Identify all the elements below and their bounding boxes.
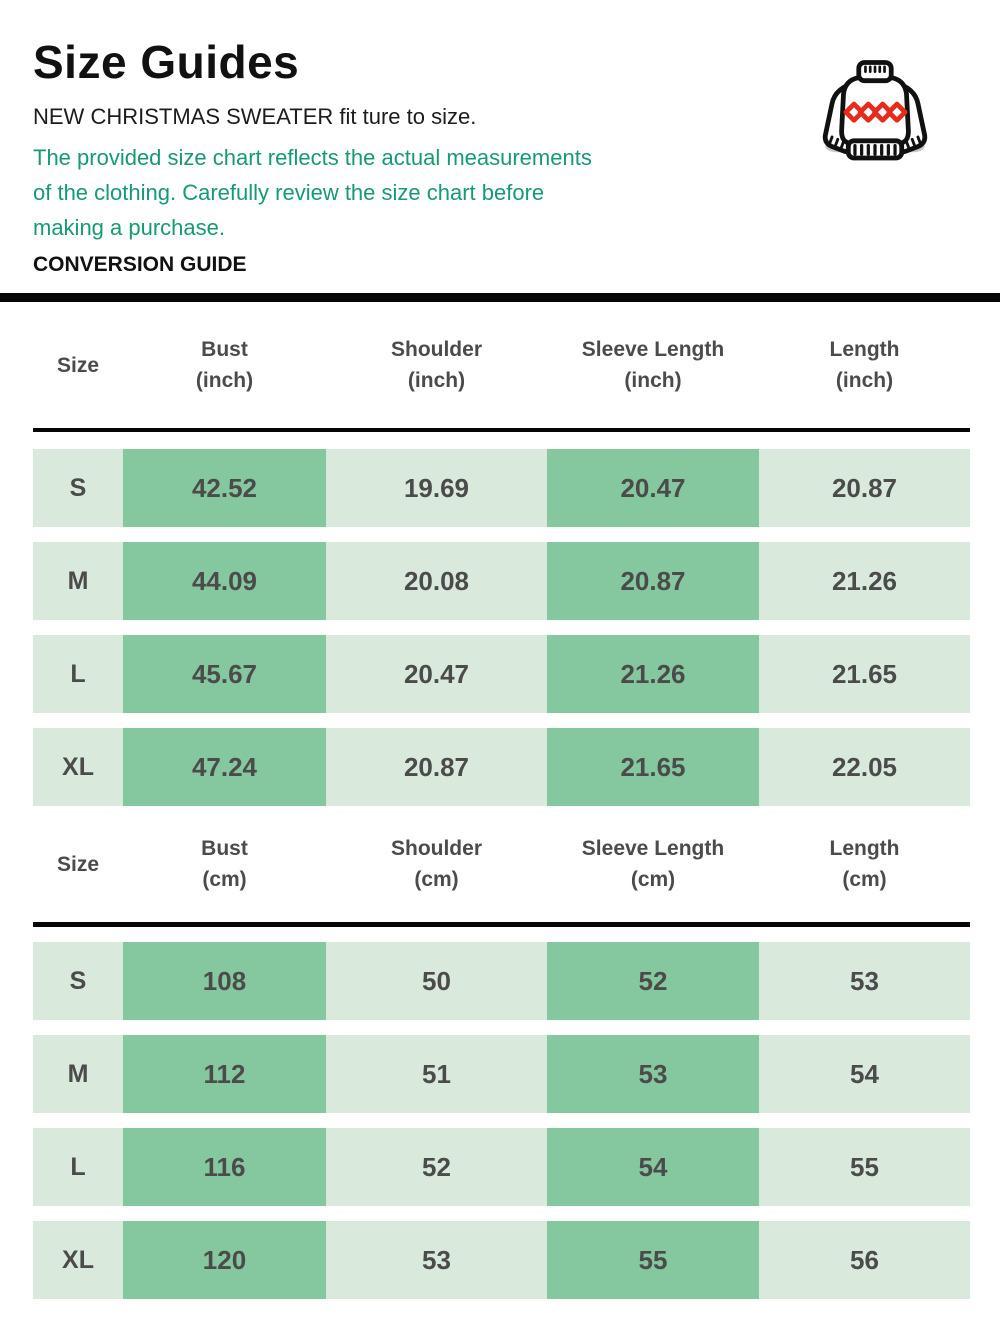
column-header-length [759, 833, 970, 895]
size-cell: XL [33, 728, 123, 806]
header-unit: (inch) [407, 369, 466, 392]
sleeve-cell: 53 [547, 1035, 759, 1113]
sleeve-cell: 52 [547, 942, 759, 1020]
size-cell: S [33, 942, 123, 1020]
header-label: Size [56, 353, 100, 377]
table-row [33, 1221, 970, 1299]
shoulder-cell: 20.87 [326, 728, 547, 806]
header-label: Length [829, 837, 900, 860]
header-label: Shoulder [390, 338, 482, 361]
cm-table-body [33, 942, 969, 1299]
header-section [33, 0, 969, 277]
length-cell: 22.05 [759, 728, 970, 806]
column-header-sleeve-length [547, 334, 759, 396]
shoulder-cell: 20.47 [326, 635, 547, 713]
bust-cell: 42.52 [123, 449, 326, 527]
table-row [33, 449, 970, 527]
section-divider [0, 293, 1000, 302]
shoulder-cell: 20.08 [326, 542, 547, 620]
header-unit: (inch) [835, 369, 894, 392]
size-cell: L [33, 635, 123, 713]
table-row [33, 1035, 970, 1113]
note-line: The provided size chart reflects the actual measurements [33, 145, 592, 170]
size-cell: M [33, 1035, 123, 1113]
bust-cell: 120 [123, 1221, 326, 1299]
bust-cell: 44.09 [123, 542, 326, 620]
length-cell: 21.65 [759, 635, 970, 713]
header-label: Bust [201, 837, 248, 860]
header-label: Length [829, 338, 900, 361]
inch-table-body [33, 449, 969, 806]
header-rule [33, 428, 970, 432]
header-label: Sleeve Length [581, 338, 725, 361]
conversion-guide-label: CONVERSION GUIDE [33, 253, 247, 276]
table-row [33, 635, 970, 713]
length-cell: 54 [759, 1035, 970, 1113]
size-cell: L [33, 1128, 123, 1206]
header-label: Bust [201, 338, 248, 361]
shoulder-cell: 52 [326, 1128, 547, 1206]
shoulder-cell: 51 [326, 1035, 547, 1113]
christmas-sweater-icon [812, 57, 938, 175]
header-unit: (cm) [842, 868, 887, 891]
inch-table-header [33, 302, 970, 428]
size-cell: S [33, 449, 123, 527]
shoulder-cell: 19.69 [326, 449, 547, 527]
length-cell: 53 [759, 942, 970, 1020]
size-table-cm [33, 806, 969, 1299]
shoulder-cell: 50 [326, 942, 547, 1020]
sleeve-cell: 54 [547, 1128, 759, 1206]
column-header-shoulder [326, 334, 547, 396]
bust-cell: 108 [123, 942, 326, 1020]
bust-cell: 47.24 [123, 728, 326, 806]
fit-subtitle: NEW CHRISTMAS SWEATER fit ture to size. [33, 104, 477, 129]
header-unit: (inch) [195, 369, 254, 392]
sleeve-cell: 20.87 [547, 542, 759, 620]
length-cell: 55 [759, 1128, 970, 1206]
sleeve-cell: 21.26 [547, 635, 759, 713]
table-row [33, 942, 970, 1020]
header-unit: (cm) [414, 868, 459, 891]
table-row [33, 542, 970, 620]
note-line: of the clothing. Carefully review the size chart before [33, 180, 545, 205]
bust-cell: 112 [123, 1035, 326, 1113]
column-header-bust [123, 833, 326, 895]
length-cell: 20.87 [759, 449, 970, 527]
column-header-sleeve-length [547, 833, 759, 895]
header-unit: (cm) [202, 868, 247, 891]
column-header-shoulder [326, 833, 547, 895]
cm-table-header [33, 806, 970, 922]
sleeve-cell: 55 [547, 1221, 759, 1299]
page-title: Size Guides [33, 36, 300, 88]
bust-cell: 116 [123, 1128, 326, 1206]
table-row [33, 728, 970, 806]
length-cell: 56 [759, 1221, 970, 1299]
sleeve-cell: 20.47 [547, 449, 759, 527]
shoulder-cell: 53 [326, 1221, 547, 1299]
length-cell: 21.26 [759, 542, 970, 620]
header-rule [33, 922, 970, 927]
size-cell: M [33, 542, 123, 620]
header-label: Shoulder [390, 837, 482, 860]
size-table-inch [33, 302, 969, 806]
column-header-length [759, 334, 970, 396]
table-row [33, 1128, 970, 1206]
column-header-bust [123, 334, 326, 396]
header-label: Sleeve Length [581, 837, 725, 860]
column-header-size [33, 350, 123, 381]
bust-cell: 45.67 [123, 635, 326, 713]
header-label: Size [56, 852, 100, 876]
header-unit: (inch) [624, 369, 682, 392]
sleeve-cell: 21.65 [547, 728, 759, 806]
note-line: making a purchase. [33, 215, 225, 240]
column-header-size [33, 849, 123, 880]
header-unit: (cm) [630, 868, 676, 891]
size-cell: XL [33, 1221, 123, 1299]
